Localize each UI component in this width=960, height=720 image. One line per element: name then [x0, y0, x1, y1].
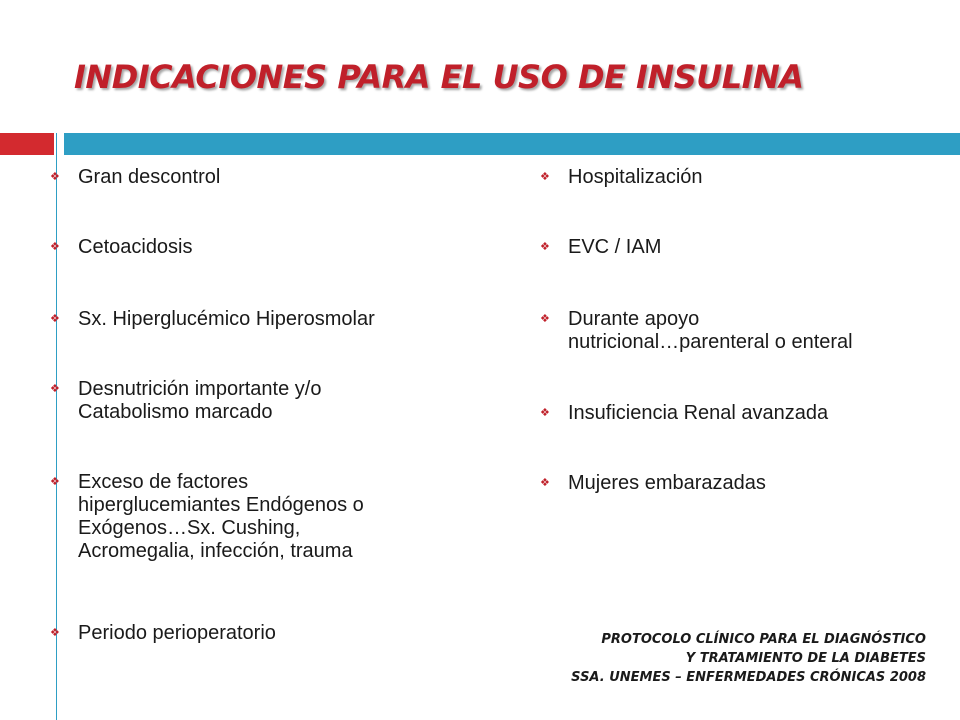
list-item: [50, 622, 276, 645]
citation-line-1: PROTOCOLO CLÍNICO PARA EL DIAGNÓSTICO: [601, 632, 926, 647]
list-item-text: Hospitalización: [568, 166, 703, 188]
list-item: [540, 166, 703, 189]
diamond-bullet-icon: ❖: [50, 313, 60, 325]
list-item: [50, 378, 321, 424]
list-item-text: EVC / IAM: [568, 236, 662, 258]
diamond-bullet-icon: ❖: [540, 313, 550, 325]
list-item-text: Periodo perioperatorio: [78, 622, 276, 644]
list-item-text: Gran descontrol: [78, 166, 221, 188]
diamond-bullet-icon: ❖: [50, 171, 60, 183]
list-item: [540, 308, 853, 354]
citation-line-3: SSA. UNEMES – ENFERMEDADES CRÓNICAS 2008: [571, 670, 926, 685]
diamond-bullet-icon: ❖: [50, 241, 60, 253]
diamond-bullet-icon: ❖: [540, 477, 550, 489]
list-item: [540, 402, 828, 425]
list-item-text: Desnutrición importante y/o Catabolismo marcado: [78, 378, 322, 423]
diamond-bullet-icon: ❖: [50, 476, 60, 488]
accent-bar-blue: [64, 133, 960, 155]
diamond-bullet-icon: ❖: [50, 383, 60, 395]
list-item-text: Mujeres embarazadas: [568, 472, 766, 494]
list-item-text: Sx. Hiperglucémico Hiperosmolar: [78, 308, 375, 330]
list-item: [50, 471, 364, 563]
list-item: [540, 472, 766, 495]
list-item-text: Cetoacidosis: [78, 236, 193, 258]
source-citation: [571, 630, 926, 687]
list-item: [50, 236, 193, 259]
diamond-bullet-icon: ❖: [540, 241, 550, 253]
list-item: [540, 236, 661, 259]
list-item: [50, 308, 375, 331]
diamond-bullet-icon: ❖: [50, 627, 60, 639]
list-item-text: Exceso de factores hiperglucemiantes Endógenos o Exógenos…Sx. Cushing, Acromegalia, infección, trauma: [78, 471, 364, 562]
list-item-text: Insuficiencia Renal avanzada: [568, 402, 829, 424]
list-item: [50, 166, 220, 189]
slide-title: INDICACIONES PARA EL USO DE INSULINA: [74, 58, 804, 96]
diamond-bullet-icon: ❖: [540, 171, 550, 183]
citation-line-2: Y TRATAMIENTO DE LA DIABETES: [685, 651, 926, 666]
accent-bar-red: [0, 133, 54, 155]
list-item-text: Durante apoyo nutricional…parenteral o enteral: [568, 308, 853, 353]
diamond-bullet-icon: ❖: [540, 407, 550, 419]
